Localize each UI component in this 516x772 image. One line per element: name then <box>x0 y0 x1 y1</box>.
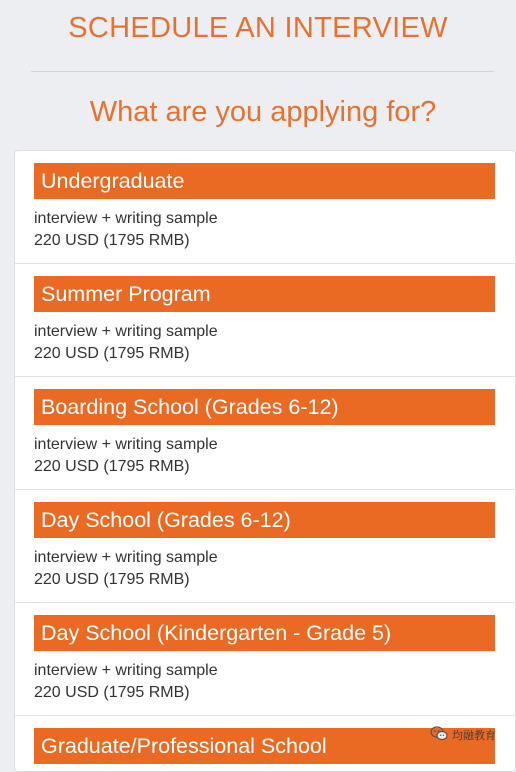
option-boarding-school[interactable] <box>15 377 515 490</box>
option-description <box>34 321 218 365</box>
watermark-text: 均融教育 <box>452 729 496 742</box>
option-price: 220 USD (1795 RMB) <box>34 458 190 475</box>
option-description <box>34 208 218 252</box>
option-title[interactable]: Day School (Grades 6-12) <box>34 502 495 538</box>
option-price: 220 USD (1795 RMB) <box>34 232 190 249</box>
page-title: SCHEDULE AN INTERVIEW <box>68 12 448 44</box>
option-description <box>34 547 218 591</box>
option-description <box>34 434 218 478</box>
option-title[interactable]: Boarding School (Grades 6-12) <box>34 389 495 425</box>
option-day-school-6-12[interactable] <box>15 490 515 603</box>
option-service: interview + writing sample <box>34 549 218 566</box>
option-summer-program[interactable] <box>15 264 515 377</box>
option-service: interview + writing sample <box>34 323 218 340</box>
option-title[interactable]: Undergraduate <box>34 163 495 199</box>
divider <box>31 71 494 72</box>
option-price: 220 USD (1795 RMB) <box>34 684 190 701</box>
option-title[interactable]: Summer Program <box>34 276 495 312</box>
option-title[interactable]: Graduate/Professional School <box>34 728 495 764</box>
option-service: interview + writing sample <box>34 436 218 453</box>
option-service: interview + writing sample <box>34 210 218 227</box>
page-subtitle: What are you applying for? <box>89 96 437 128</box>
options-card <box>14 150 516 772</box>
option-service: interview + writing sample <box>34 662 218 679</box>
option-title[interactable]: Day School (Kindergarten - Grade 5) <box>34 615 495 651</box>
option-price: 220 USD (1795 RMB) <box>34 571 190 588</box>
option-description <box>34 660 218 704</box>
option-undergraduate[interactable] <box>15 151 515 264</box>
watermark <box>430 725 496 745</box>
option-day-school-k-5[interactable] <box>15 603 515 716</box>
option-price: 220 USD (1795 RMB) <box>34 345 190 362</box>
wechat-icon <box>430 726 448 744</box>
